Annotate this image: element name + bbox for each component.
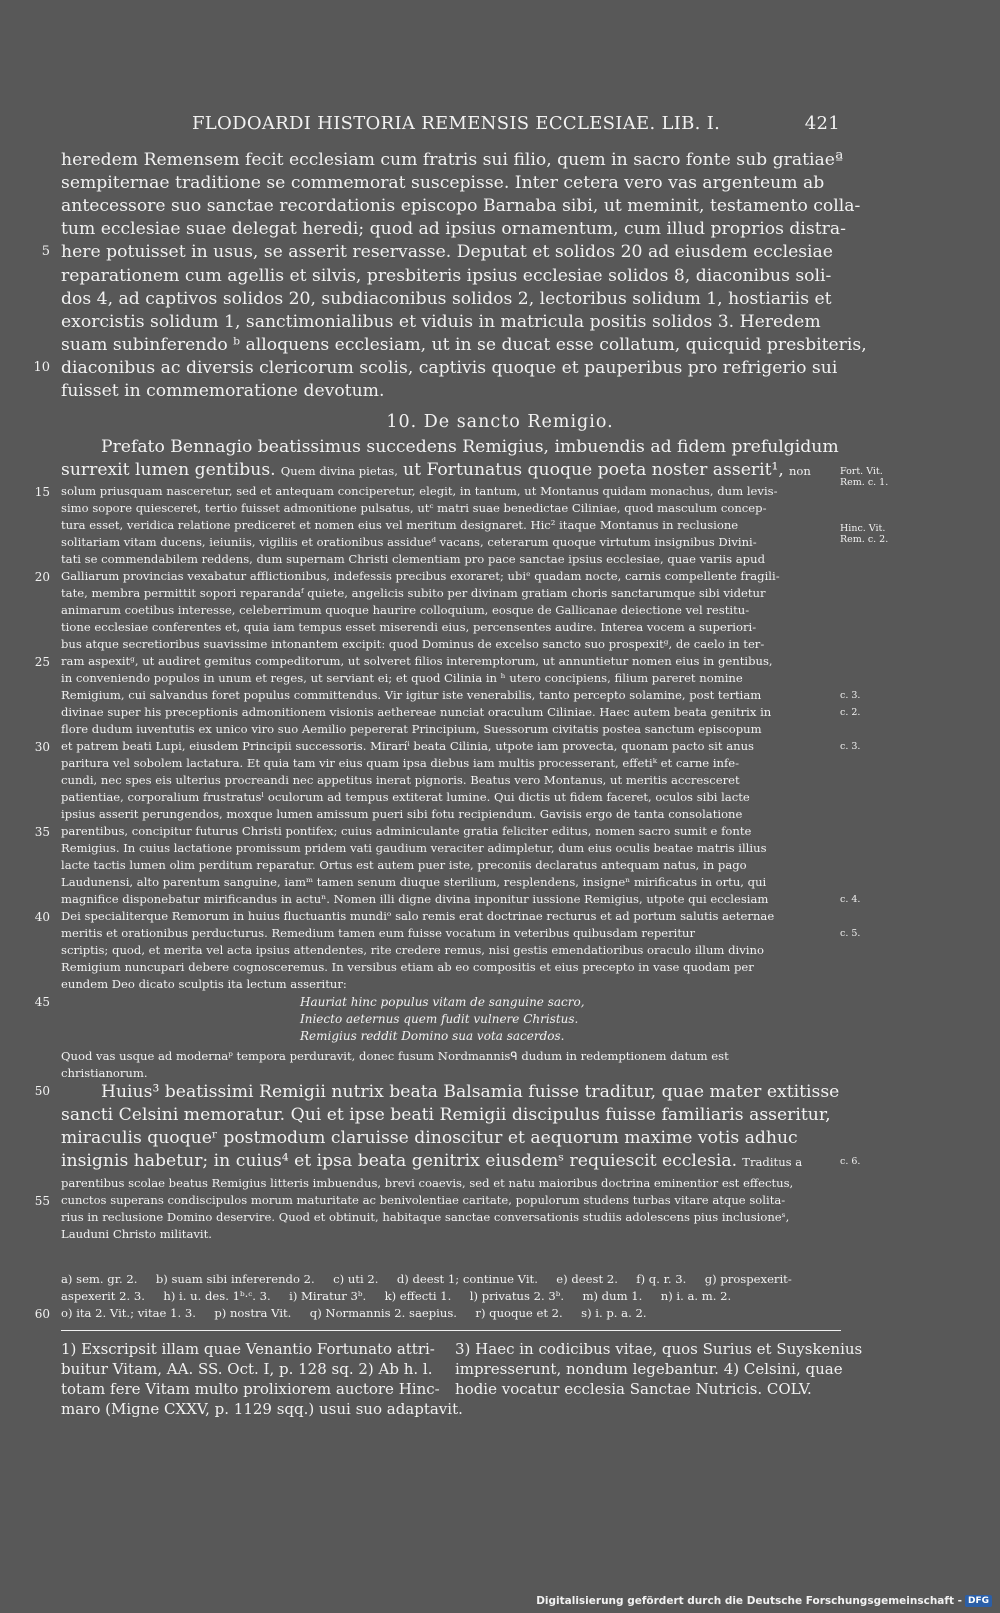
line-number: 20 (34, 570, 50, 584)
footnote-line: buitur Vitam, AA. SS. Oct. I, p. 128 sq. 2) Ab h. l. (61, 1360, 433, 1378)
text-line: dos 4, ad captivos solidos 20, subdiaconibus solidos 2, lectoribus solidum 1, hostiariis et (61, 289, 832, 309)
text-line: bus atque secretioribus suavissime intonantem excipit: quod Dominus de excelso sancto suo prospexitᵍ, de caelo in ter- (61, 637, 765, 651)
margin-note: Hinc. Vit. Rem. c. 2. (840, 523, 889, 545)
text-line: Remigium nuncupari debere cognosceremus. In versibus etiam ab eo compositis et eius precepto in vase quodam per (61, 960, 754, 974)
footnote-line: 3) Haec in codicibus vitae, quos Surius et Suyskenius (455, 1340, 863, 1358)
line-number: 55 (34, 1194, 50, 1208)
text-span: insignis habetur; in cuius⁴ et ipsa beata genitrix eiusdemˢ requiescit ecclesia. (61, 1151, 738, 1171)
text-line: miraculis quoqueʳ postmodum claruisse dinoscitur et aequorum maxime votis adhuc (61, 1128, 798, 1148)
text-line: ram aspexitᵍ, ut audiret gemitus compeditorum, ut solveret filios interemptorum, ut annuntietur nomen eius in gentibus, (61, 654, 773, 668)
intro-start: surrexit lumen gentibus. (61, 460, 276, 480)
margin-note: Fort. Vit. Rem. c. 1. (840, 466, 889, 488)
text-line: cunctos superans condiscipulos morum maturitate ac benivolentiae caritate, populorum studens turbas vitare atque solita- (61, 1193, 786, 1207)
text-line: magnifice disponebatur mirificandus in actuⁿ. Nomen illi digne divina inponitur iussione Remigius, utpote qui ecclesiam (61, 892, 769, 906)
text-line: scriptis; quod, et merita vel acta ipsius attendentes, rite credere remus, nisi gestis emendatioribus oraculo illum divino (61, 943, 764, 957)
margin-note: c. 2. (840, 707, 861, 718)
text-line: here potuisset in usus, se asserit reservasse. Deputat et solidos 20 ad eiusdem ecclesiae (61, 242, 833, 262)
footnote-line: maro (Migne CXXV, p. 1129 sqq.) usui suo adaptavit. (61, 1400, 463, 1418)
text-line: Remigius. In cuius lactatione promissum pridem vati gaudium veraciter adimpletur, dum eius oculis beatae matris illius (61, 841, 767, 855)
footnote-divider (61, 1330, 841, 1331)
line-number: 45 (34, 995, 50, 1009)
line-number: 15 (34, 485, 50, 499)
text-line: heredem Remensem fecit ecclesiam cum fratris sui filio, quem in sacro fonte sub gratiaeª (61, 150, 844, 170)
text-line: in conveniendo populos in unum et reges, ut serviant ei; et quod Cilinia in ʰ utero concipiens, filium pareret nomine (61, 671, 743, 685)
variant-line: a) sem. gr. 2. b) suam sibi infererendo 2. c) uti 2. d) deest 1; continue Vit. e) deest 2. f) q. r. 3. g) prospexerit- (61, 1272, 792, 1286)
text-line: Prefato Bennagio beatissimus succedens Remigius, imbuendis ad fidem prefulgidum (101, 437, 839, 457)
text-line: et patrem beati Lupi, eiusdem Principii successoris. Miraríⁱ beata Cilinia, utpote iam provecta, quonam pacto sit anus (61, 739, 754, 753)
variant-line: aspexerit 2. 3. h) i. u. des. 1ᵇ·ᶜ. 3. i) Miratur 3ᵇ. k) effecti 1. l) privatus 2. 3ᵇ. m) dum 1. n) i. a. m. 2. (61, 1289, 732, 1303)
section-heading: 10. De sancto Remigio. (386, 412, 614, 432)
text-line: suam subinferendo ᵇ alloquens ecclesiam, ut in se ducat esse collatum, quicquid presbiteris, (61, 335, 867, 355)
text-line: reparationem cum agellis et silvis, presbiteris ipsius ecclesiae solidos 8, diaconibus soli- (61, 266, 832, 286)
margin-note: c. 4. (840, 894, 861, 905)
text-line: parentibus, concipitur futurus Christi pontifex; cuius adminiculante gratia feliciter editus, nomen sacro sumit e fonte (61, 824, 752, 838)
text-line: tum ecclesiae suae delegat heredi; quod ad ipsius ornamentum, cum illud proprios distra- (61, 219, 846, 239)
margin-note: c. 3. (840, 690, 861, 701)
text-line: flore dudum iuventutis ex unico viro suo Aemilio pepererat Principium, Suessorum civitatis postea sanctum episcopum (61, 722, 762, 736)
text-line: animarum coetibus interesse, celeberrimum quoque haurire colloquium, eosque de Gallicanae deiectione vel restitu- (61, 603, 750, 617)
credit-text: Digitalisierung gefördert durch die Deutsche Forschungsgemeinschaft - (536, 1595, 962, 1607)
line-number: 60 (34, 1307, 50, 1321)
text-line: solitariam vitam ducens, ieiuniis, vigiliis et orationibus assidueᵈ vacans, ceterarum quoque virtutum insignibus Divini- (61, 535, 757, 549)
intro-rest: ut Fortunatus quoque poeta noster asserit¹, (403, 460, 784, 480)
text-line: rius in reclusione Domino deservire. Quod et obtinuit, habitaque sanctae conversationis studiis adolescens pius inclusioneˢ, (61, 1210, 790, 1224)
line-number: 10 (33, 360, 50, 375)
text-line: sempiternae traditione se commemorat suscepisse. Inter cetera vero vas argenteum ab (61, 173, 825, 193)
text-line: ipsius asserit perungendos, moxque lumen amissum pueri sibi fotu recipiendum. Gavisis ergo de tanta consolatione (61, 807, 743, 821)
verse-line: Iniecto aeternus quem fudit vulnere Christus. (300, 1012, 579, 1026)
text-line: solum priusquam nasceretur, sed et antequam conciperetur, elegit, in tantum, ut Montanus quidam monachus, dum levis- (61, 484, 778, 498)
text-line: Dei specialiterque Remorum in huius fluctuantis mundiᵒ salo remis erat doctrinae recturus et ad portum salutis aeternae (61, 909, 775, 923)
text-line: Galliarum provincias vexabatur afflictionibus, indefessis precibus exoraret; ubiᵉ quadam nocte, carnis compellente fragili- (61, 569, 780, 583)
line-number: 35 (34, 825, 50, 839)
text-line: tione ecclesiae conferentes et, quia iam tempus esset miserendi eius, percensentes audire. Interea vocem a superiori- (61, 620, 757, 634)
text-span-small: Traditus a (742, 1155, 803, 1169)
verse-line: Hauriat hinc populus vitam de sanguine sacro, (300, 995, 585, 1009)
text-line: lacte tactis lumen olim perditum reparatur. Ortus est autem puer iste, preconiis declaratus antequam natus, in pago (61, 858, 747, 872)
page-number: 421 (804, 113, 840, 134)
footnote-line: hodie vocatur ecclesia Sanctae Nutricis. COLV. (455, 1380, 812, 1398)
line-number: 50 (34, 1084, 50, 1098)
text-line: eundem Deo dicato sculptis ita lectum asseritur: (61, 977, 347, 991)
margin-note: c. 3. (840, 741, 861, 752)
text-line: tate, membra permittit sopori reparandaᶠ quiete, angelicis subito per divinam gratiam choris sanctarumque sibi videtur (61, 586, 766, 600)
footnote-line: totam fere Vitam multo prolixiorem auctore Hinc- (61, 1380, 440, 1398)
text-line: tura esset, veridica relatione prediceret et nomen eius vel meritum designaret. Hic² itaque Montanus in reclusione (61, 518, 739, 532)
text-line: divinae super his preceptionis admonitionem visionis aethereae nunciat oraculum Ciliniae. Haec autem beata genitrix in (61, 705, 772, 719)
text-line: christianorum. (61, 1066, 148, 1080)
text-line: Laudunensi, alto parentum sanguine, iamᵐ tamen senum diuque sterilium, resplendens, insigneⁿ mirificatus in ortu, qui (61, 875, 767, 889)
intro-tail: non (788, 464, 811, 478)
text-line: cundi, nec spes eis ulterius procreandi nec appetitus inerat pignoris. Beatus vero Montanus, ut meritis accresceret (61, 773, 740, 787)
text-line: parentibus scolae beatus Remigius litteris imbuendus, brevi coaevis, sed et natu maioribus doctrina eminentior est effectus, (61, 1176, 794, 1190)
footnote-line: 1) Exscripsit illam quae Venantio Fortunato attri- (61, 1340, 435, 1358)
intro-small: Quem divina pietas, (280, 464, 398, 478)
text-line: Lauduni Christo militavit. (61, 1227, 212, 1241)
footnote-line: impresserunt, nondum legebantur. 4) Celsini, quae (455, 1360, 843, 1378)
text-line: simo sopore quiesceret, tertio fuisset admonitione pulsatus, utᶜ matri suae benedictae Ciliniae, quod masculum concep- (61, 501, 767, 515)
text-line: patientiae, corporalium frustratusˡ oculorum ad tempus extiterat lumine. Qui dictis ut fidem faceret, oculos sibi lacte (61, 790, 750, 804)
margin-note: c. 5. (840, 928, 861, 939)
line-number: 5 (41, 244, 50, 259)
text-line: antecessore suo sanctae recordationis episcopo Barnaba sibi, ut meminit, testamento colla- (61, 196, 861, 216)
text-line: paritura vel sobolem lactatura. Et quia tam vir eius quam ipsa diebus iam multis processerant, effetiᵏ et carne infe- (61, 756, 740, 770)
running-title: FLODOARDI HISTORIA REMENSIS ECCLESIAE. LIB. I. (192, 113, 721, 134)
text-line: sancti Celsini memoratur. Qui et ipse beati Remigii discipulus fuisse familiaris asseritur, (61, 1105, 831, 1125)
text-line: meritis et orationibus perducturus. Remedium tamen eum fuisse vocatum in veteribus quibusdam reperitur (61, 926, 696, 940)
text-line (61, 1151, 802, 1171)
digitization-credit (536, 1595, 992, 1607)
line-number: 30 (34, 740, 50, 754)
text-line: Remigium, cui salvandus foret populus committendus. Vir igitur iste venerabilis, tanto percepto solamine, post tertiam (61, 688, 762, 702)
margin-note: c. 6. (840, 1156, 861, 1167)
line-number: 40 (34, 910, 50, 924)
line-number: 25 (34, 655, 50, 669)
text-line: diaconibus ac diversis clericorum scolis, captivis quoque et pauperibus pro refrigerio sui (61, 358, 838, 378)
text-line: Quod vas usque ad modernaᵖ tempora perduravit, donec fusum Nordmannisᑫ dudum in redemptionem datum est (61, 1049, 729, 1063)
text-line: exorcistis solidum 1, sanctimonialibus et viduis in matricula positis solidos 3. Heredem (61, 312, 821, 332)
verse-line: Remigius reddit Domino sua vota sacerdos. (300, 1029, 565, 1043)
text-line (61, 460, 811, 480)
text-line: fuisset in commemoratione devotum. (61, 381, 385, 401)
text-line: Huius³ beatissimi Remigii nutrix beata Balsamia fuisse traditur, quae mater extitisse (101, 1082, 840, 1102)
variant-line: o) ita 2. Vit.; vitae 1. 3. p) nostra Vit. q) Normannis 2. saepius. r) quoque et 2. s) i. p. a. 2. (61, 1306, 647, 1320)
text-line: tati se commendabilem reddens, dum supernam Christi clementiam pro pace sanctae ipsius ecclesiae, quae variis apud (61, 552, 765, 566)
dfg-logo-icon: DFG (965, 1595, 992, 1607)
